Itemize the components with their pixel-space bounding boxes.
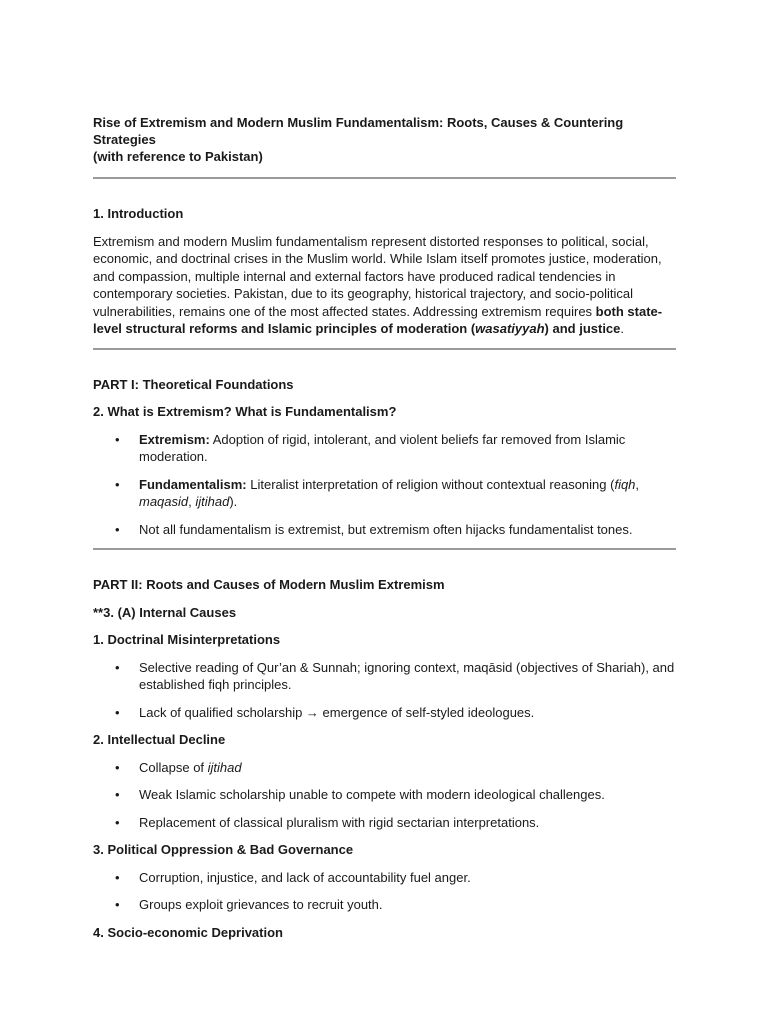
list-item: • Fundamentalism: Literalist interpretation of religion without contextual reasoning (fiqh, maqasid, ijtihad). — [115, 476, 640, 509]
divider-rule — [93, 177, 676, 179]
bullet-italic: ijtihad — [207, 759, 242, 775]
bullet-icon: • — [115, 476, 120, 492]
section-bullet-list — [93, 869, 676, 914]
divider-rule — [93, 548, 676, 550]
section-bullet-list — [93, 759, 676, 832]
bullet-text: Groups exploit grievances to recruit youth. — [139, 897, 383, 912]
intro-bold-italic: wasatiyyah — [475, 321, 545, 336]
intro-bold-a: both state-level structural reforms and Islamic principles of moderation ( — [93, 303, 663, 336]
bullet-icon: • — [115, 869, 120, 885]
section-heading: 2. Intellectual Decline — [93, 732, 226, 747]
section-heading: 3. Political Oppression & Bad Governance — [93, 842, 354, 857]
list-item — [93, 521, 676, 539]
intro-end: . — [620, 321, 625, 336]
bullet-italic: fiqh — [614, 476, 636, 492]
divider-rule — [93, 348, 676, 350]
bullet-icon: • — [115, 431, 120, 447]
part1-subheading: 2. What is Extremism? What is Fundamentalism? — [93, 404, 397, 419]
list-item — [93, 759, 676, 777]
title-line-1: Rise of Extremism and Modern Muslim Fundamentalism: Roots, Causes & Countering Strategies — [93, 115, 624, 147]
bullet-text: Collapse of — [139, 759, 208, 775]
section-heading: 1. Doctrinal Misinterpretations — [93, 632, 281, 647]
bullet-italic: ijtihad — [195, 494, 230, 509]
bullet-icon: • — [115, 787, 120, 802]
bullet-icon: • — [115, 521, 120, 537]
list-item — [93, 659, 676, 694]
introduction-heading: 1. Introduction — [93, 206, 184, 221]
introduction-paragraph — [93, 233, 676, 338]
bullet-text: Corruption, injustice, and lack of accountability fuel anger. — [139, 869, 471, 885]
bullet-italic: maqasid — [139, 494, 189, 509]
bullet-term: Extremism: — [139, 431, 210, 447]
list-item — [93, 704, 676, 722]
bullet-text: Literalist interpretation of religion without contextual reasoning ( — [246, 476, 615, 492]
list-item — [93, 869, 676, 887]
intro-text: Extremism and modern Muslim fundamentalism represent distorted responses to political, social, economic, and doctrinal crises in the Muslim world. While Islam itself promotes justice, moderation, and compassion, multiple internal and external factors have produced radical tendencies in contemporary societies. Pakistan, due to its geography, historical trajectory, and socio-political vulnerabilities, remains one of the most affected states. Addressing extremism requires — [93, 233, 662, 319]
bullet-icon: • — [115, 897, 120, 912]
bullet-text: Adoption of rigid, intolerant, and violent beliefs far removed from Islamic moderation. — [139, 431, 626, 464]
bullet-term: Fundamentalism: — [139, 476, 247, 492]
intro-bold-b: ) and justice — [544, 321, 621, 336]
list-item — [93, 786, 676, 804]
bullet-text: Lack of qualified scholarship → emergence of self-styled ideologues. — [139, 704, 535, 720]
section-bullet-list — [93, 659, 676, 722]
document-page — [93, 114, 676, 941]
bullet-icon: • — [115, 704, 120, 720]
bullet-icon: • — [115, 814, 120, 830]
bullet-text: Replacement of classical pluralism with rigid sectarian interpretations. — [139, 814, 540, 830]
list-item — [93, 896, 676, 914]
list-item — [93, 814, 676, 832]
part1-heading: PART I: Theoretical Foundations — [93, 376, 294, 392]
bullet-icon: • — [115, 759, 120, 775]
list-item — [93, 431, 676, 466]
bullet-text: Weak Islamic scholarship unable to compete with modern ideological challenges. — [139, 787, 605, 802]
bullet-text: Not all fundamentalism is extremist, but extremism often hijacks fundamentalist tones. — [139, 521, 633, 537]
document-title — [93, 114, 676, 165]
part1-bullet-list — [93, 431, 676, 539]
title-line-2: (with reference to Pakistan) — [93, 149, 263, 164]
part2-subheading: **3. (A) Internal Causes — [93, 604, 237, 620]
bullet-text: Selective reading of Qur’an & Sunnah; ignoring context, maqāsid (objectives of Shariah), and established fiqh principles. — [139, 659, 675, 692]
part2-heading: PART II: Roots and Causes of Modern Muslim Extremism — [93, 577, 445, 592]
section-heading: 4. Socio-economic Deprivation — [93, 924, 283, 940]
bullet-icon: • — [115, 659, 120, 675]
